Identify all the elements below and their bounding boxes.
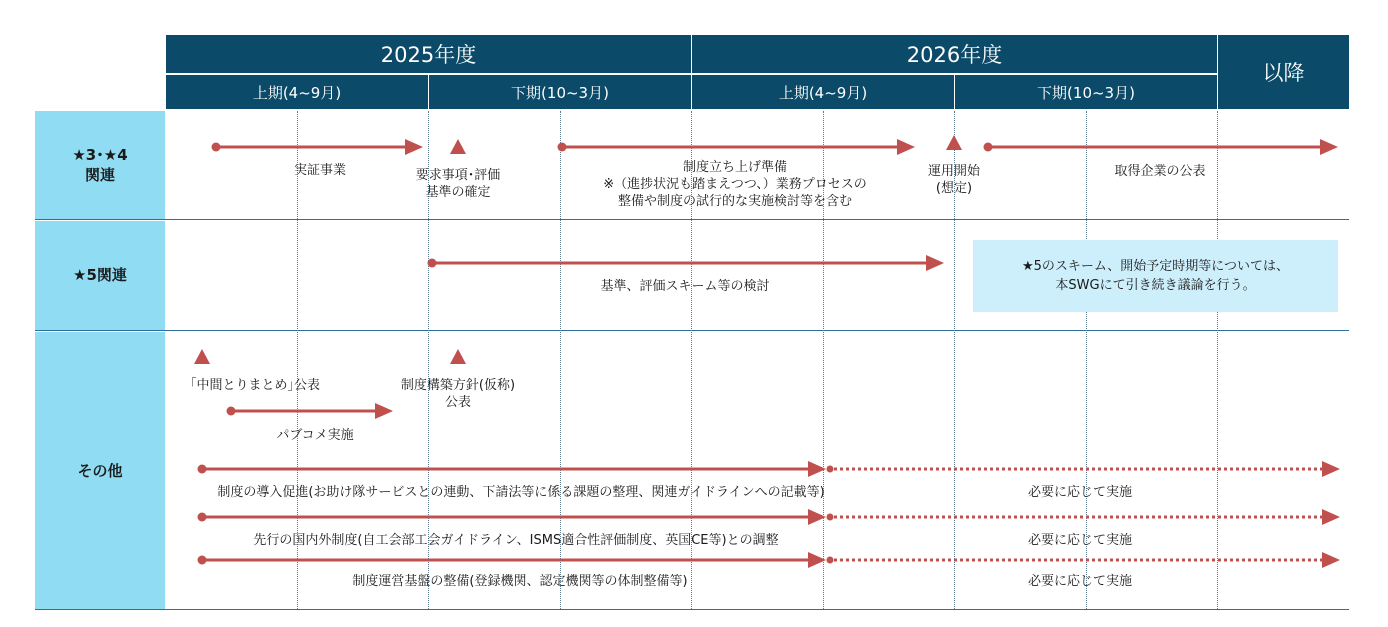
label-shutoku: 取得企業の公表 (1114, 164, 1206, 179)
milestone-youkyuu-icon (450, 139, 466, 154)
arrow-kijun (428, 255, 945, 271)
label-kokunai: 先行の国内外制度(自工会部工会ガイドライン、ISMS適合性評価制度、英国CE等)との調整 (253, 533, 779, 548)
label-kijun: 基準、評価スキーム等の検討 (600, 279, 770, 294)
label-hitsuyou: 必要に応じて実施 (1027, 533, 1132, 548)
header-year-2026: 2026年度 (692, 35, 1217, 73)
label-chukan: ｢中間とりまとめ｣公表 (189, 378, 320, 393)
label-jisshou: 実証事業 (293, 163, 346, 178)
header-year-2025: 2025年度 (166, 35, 691, 73)
milestone-unyou-icon (946, 135, 962, 150)
category-star34: ★3･★4 関連 (35, 111, 165, 219)
arrow-kokunai (198, 509, 1341, 525)
label-youkyuu: 要求事項･評価 基準の確定 (415, 168, 501, 200)
header-half-2026-second: 下期(10~3月) (955, 75, 1217, 109)
arrow-kiban (198, 552, 1341, 568)
arrow-jisshou (212, 139, 424, 155)
header-half-2026-first: 上期(4~9月) (692, 75, 954, 109)
label-seido: 制度立ち上げ準備 ※（進捗状況も踏まえつつ、）業務プロセスの 整備や制度の試行的な実施検討等を含む (603, 160, 867, 209)
arrow-pabukome (227, 403, 394, 419)
label-pabukome: パブコメ実施 (276, 428, 354, 443)
label-unyou: 運用開始 (想定) (927, 164, 980, 196)
header-later: 以降 (1218, 35, 1349, 109)
arrow-shutoku (984, 139, 1339, 155)
label-houshin: 制度構築方針(仮称) 公表 (400, 378, 516, 410)
label-hitsuyou: 必要に応じて実施 (1027, 485, 1132, 500)
arrow-seido (558, 139, 916, 155)
note-star5: ★5のスキーム、開始予定時期等については、 本SWGにて引き続き議論を行う。 (973, 240, 1338, 312)
milestone-chukan-icon (194, 349, 210, 364)
milestone-houshin-icon (450, 349, 466, 364)
category-star5: ★5関連 (35, 221, 165, 330)
arrow-dounyu (198, 461, 1341, 477)
header-half-2025-second: 下期(10~3月) (429, 75, 691, 109)
label-hitsuyou: 必要に応じて実施 (1027, 574, 1132, 589)
header-half-2025-first: 上期(4~9月) (166, 75, 428, 109)
category-other: その他 (35, 332, 165, 610)
label-dounyu: 制度の導入促進(お助け隊サービスとの連動、下請法等に係る課題の整理、関連ガイドラインへの記載等) (217, 485, 825, 500)
label-kiban: 制度運営基盤の整備(登録機関、認定機関等の体制整備等) (352, 574, 688, 589)
